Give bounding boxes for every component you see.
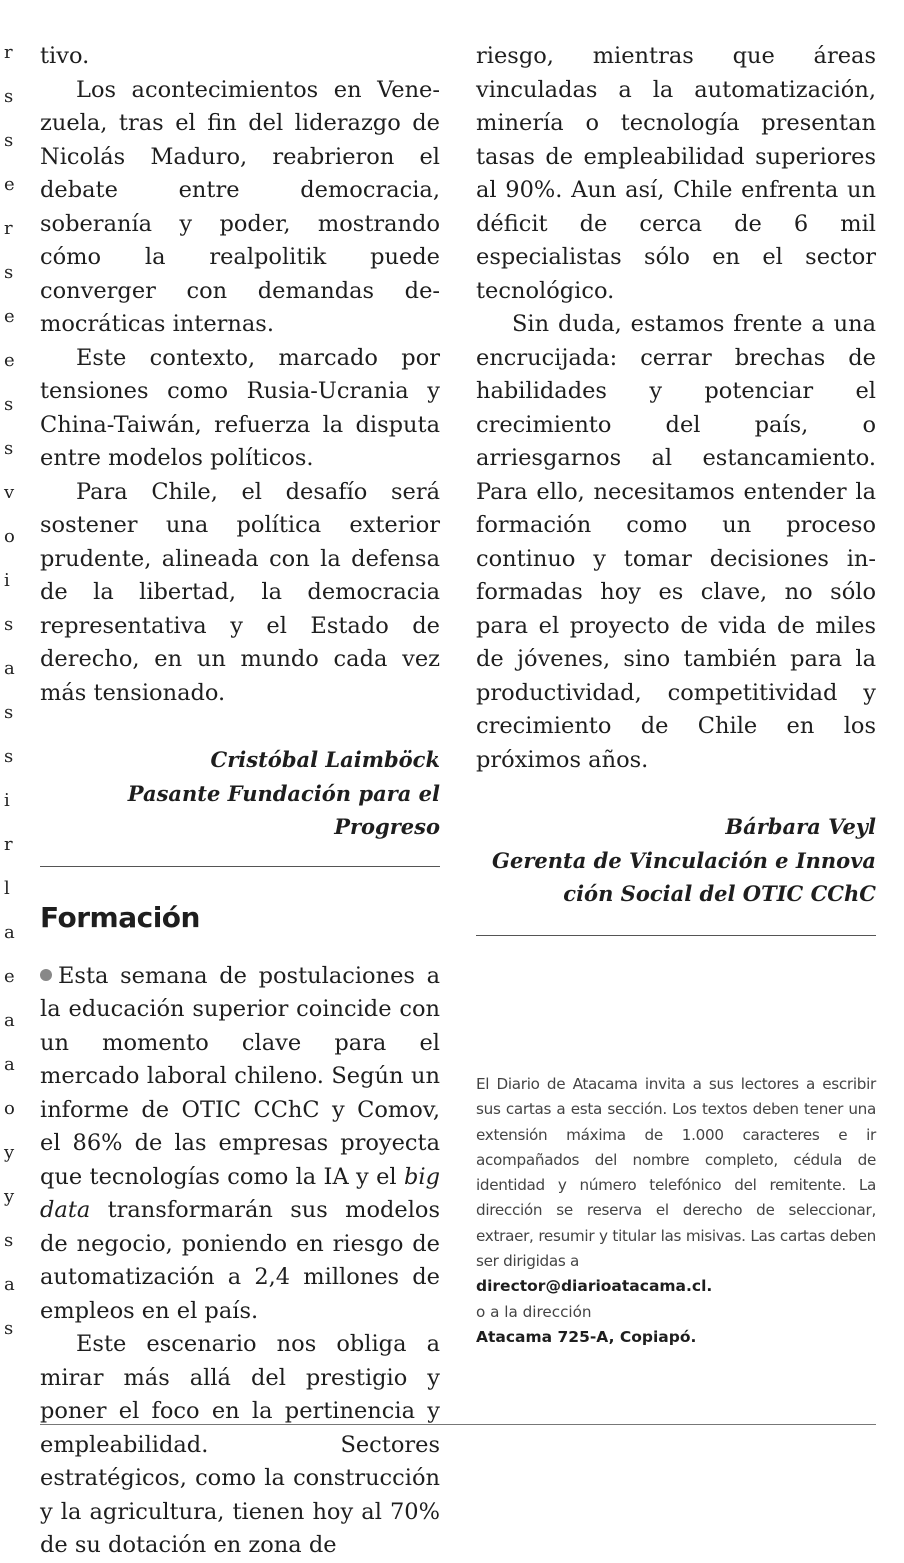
clipped-character: a [4, 1010, 15, 1031]
clipped-character: l [4, 878, 10, 899]
notice-email: director@diarioatacama.cl. [476, 1277, 713, 1296]
author-name: Cristóbal Laimböck [210, 747, 440, 772]
author-role: ción Social del OTIC CChC [563, 881, 876, 906]
clipped-character: e [4, 350, 15, 371]
clipped-character: y [4, 1186, 15, 1207]
previous-column-fragments [0, 0, 20, 1400]
bullet-icon [40, 969, 52, 981]
clipped-character: a [4, 1274, 15, 1295]
clipped-character: r [4, 42, 13, 63]
notice-address: Atacama 725-A, Copiapó. [476, 1327, 697, 1346]
clipped-character: a [4, 922, 15, 943]
clipped-character: i [4, 790, 10, 811]
letter-paragraph: Para Chile, el desafío será sostener una política exterior prudente, alineada con la defensa de la libertad, la democracia representativa y el Estado de derecho, en un mundo cada vez más tensionado. [40, 478, 440, 706]
clipped-character: e [4, 306, 15, 327]
clipped-character: v [4, 482, 15, 503]
right-column [476, 40, 876, 1346]
bottom-divider [40, 1424, 876, 1425]
clipped-character: a [4, 658, 15, 679]
clipped-character: o [4, 526, 15, 547]
clipped-character: r [4, 218, 13, 239]
clipped-character: s [4, 1318, 14, 1339]
clipped-character: e [4, 966, 15, 987]
clipped-character: i [4, 570, 10, 591]
divider [40, 866, 440, 867]
clipped-character: s [4, 394, 14, 415]
letter-foreign-policy [40, 40, 440, 844]
clipped-character: o [4, 1098, 15, 1119]
clipped-character: s [4, 438, 14, 459]
clipped-character: a [4, 1054, 15, 1075]
letter-paragraph: Este escenario nos obliga a mirar más allá del prestigio y poner el foco en la pertinencia y empleabilidad. Sectores estratégicos, como la construcción y la agricultura, tienen hoy al 70% de su dotación en zona de [40, 1331, 440, 1558]
letter-paragraph: Esta semana de postulaciones a la educación superior coincide con un momento clave para el mercado laboral chileno. Según un informe de OTIC CChC y Comov, el 86% de las empresas proyecta que tecnologías como la IA y el big data transformarán sus modelos de negocio, poniendo en riesgo de automatización a 2,4 millones de empleos en el país. [40, 962, 440, 1324]
emphasis: big data [40, 1163, 440, 1223]
clipped-character: s [4, 1230, 14, 1251]
author-role: Pasante Fundación para el Progreso [127, 780, 440, 839]
letter-paragraph-continued: riesgo, mientras que áreas vinculadas a la automatización, minería o tecnología presentan tasas de empleabilidad superiores al 90%. Aun así, Chile enfrenta un déficit de cerca de 6 mil especialistas sólo en el sector tecnológico. [476, 43, 876, 304]
clipped-character: s [4, 614, 14, 635]
letter-paragraph: Sin duda, estamos frente a una encrucijada: cerrar brechas de habilidades y potenciar el crecimiento del país, o arriesgarnos al estancamiento. Para ello, necesitamos entender la formación como un proceso continuo y tomar decisiones informadas hoy es clave, no sólo para el proyecto de vida de miles de jóvenes, sino también para la productividad, competitividad y crecimiento de Chile en los próximos años. [476, 311, 876, 773]
clipped-character: y [4, 1142, 15, 1163]
notice-text: El Diario de Atacama invita a sus lectores a escribir sus cartas a esta sección. Los textos deben tener una extensión máxima de 1.000 caracteres e ir acompañados del nombre completo, cédula de identidad y número telefónico del remitente. La dirección se reserva el derecho de seleccionar, extraer, resumir y titular las misivas. Las cartas deben ser dirigidas a [476, 1075, 876, 1271]
notice-or-address: o a la dirección [476, 1302, 592, 1321]
letter-formacion [40, 901, 440, 1563]
letter-heading: Formación [40, 900, 200, 934]
clipped-character: s [4, 86, 14, 107]
letter-paragraph: tivo. [40, 43, 90, 69]
author-name: Bárbara Veyl [725, 814, 876, 839]
letter-paragraph: Los acontecimientos en Venezuela, tras el fin del liderazgo de Nicolás Maduro, reabrieron el debate entre democracia, soberanía y poder, mostrando cómo la realpolitik puede converger con demandas democráticas internas. [40, 76, 440, 337]
author-role: Gerenta de Vinculación e Innova [492, 847, 876, 873]
left-column [40, 40, 440, 1563]
divider [476, 935, 876, 936]
clipped-character: s [4, 702, 14, 723]
clipped-character: e [4, 174, 15, 195]
letter-paragraph: Este contexto, marcado por tensiones como Rusia-Ucrania y China-Taiwán, refuerza la disputa entre modelos políticos. [40, 344, 440, 471]
clipped-character: s [4, 262, 14, 283]
clipped-character: r [4, 834, 13, 855]
clipped-character: s [4, 746, 14, 767]
clipped-character: s [4, 130, 14, 151]
reader-notice [476, 1072, 876, 1350]
